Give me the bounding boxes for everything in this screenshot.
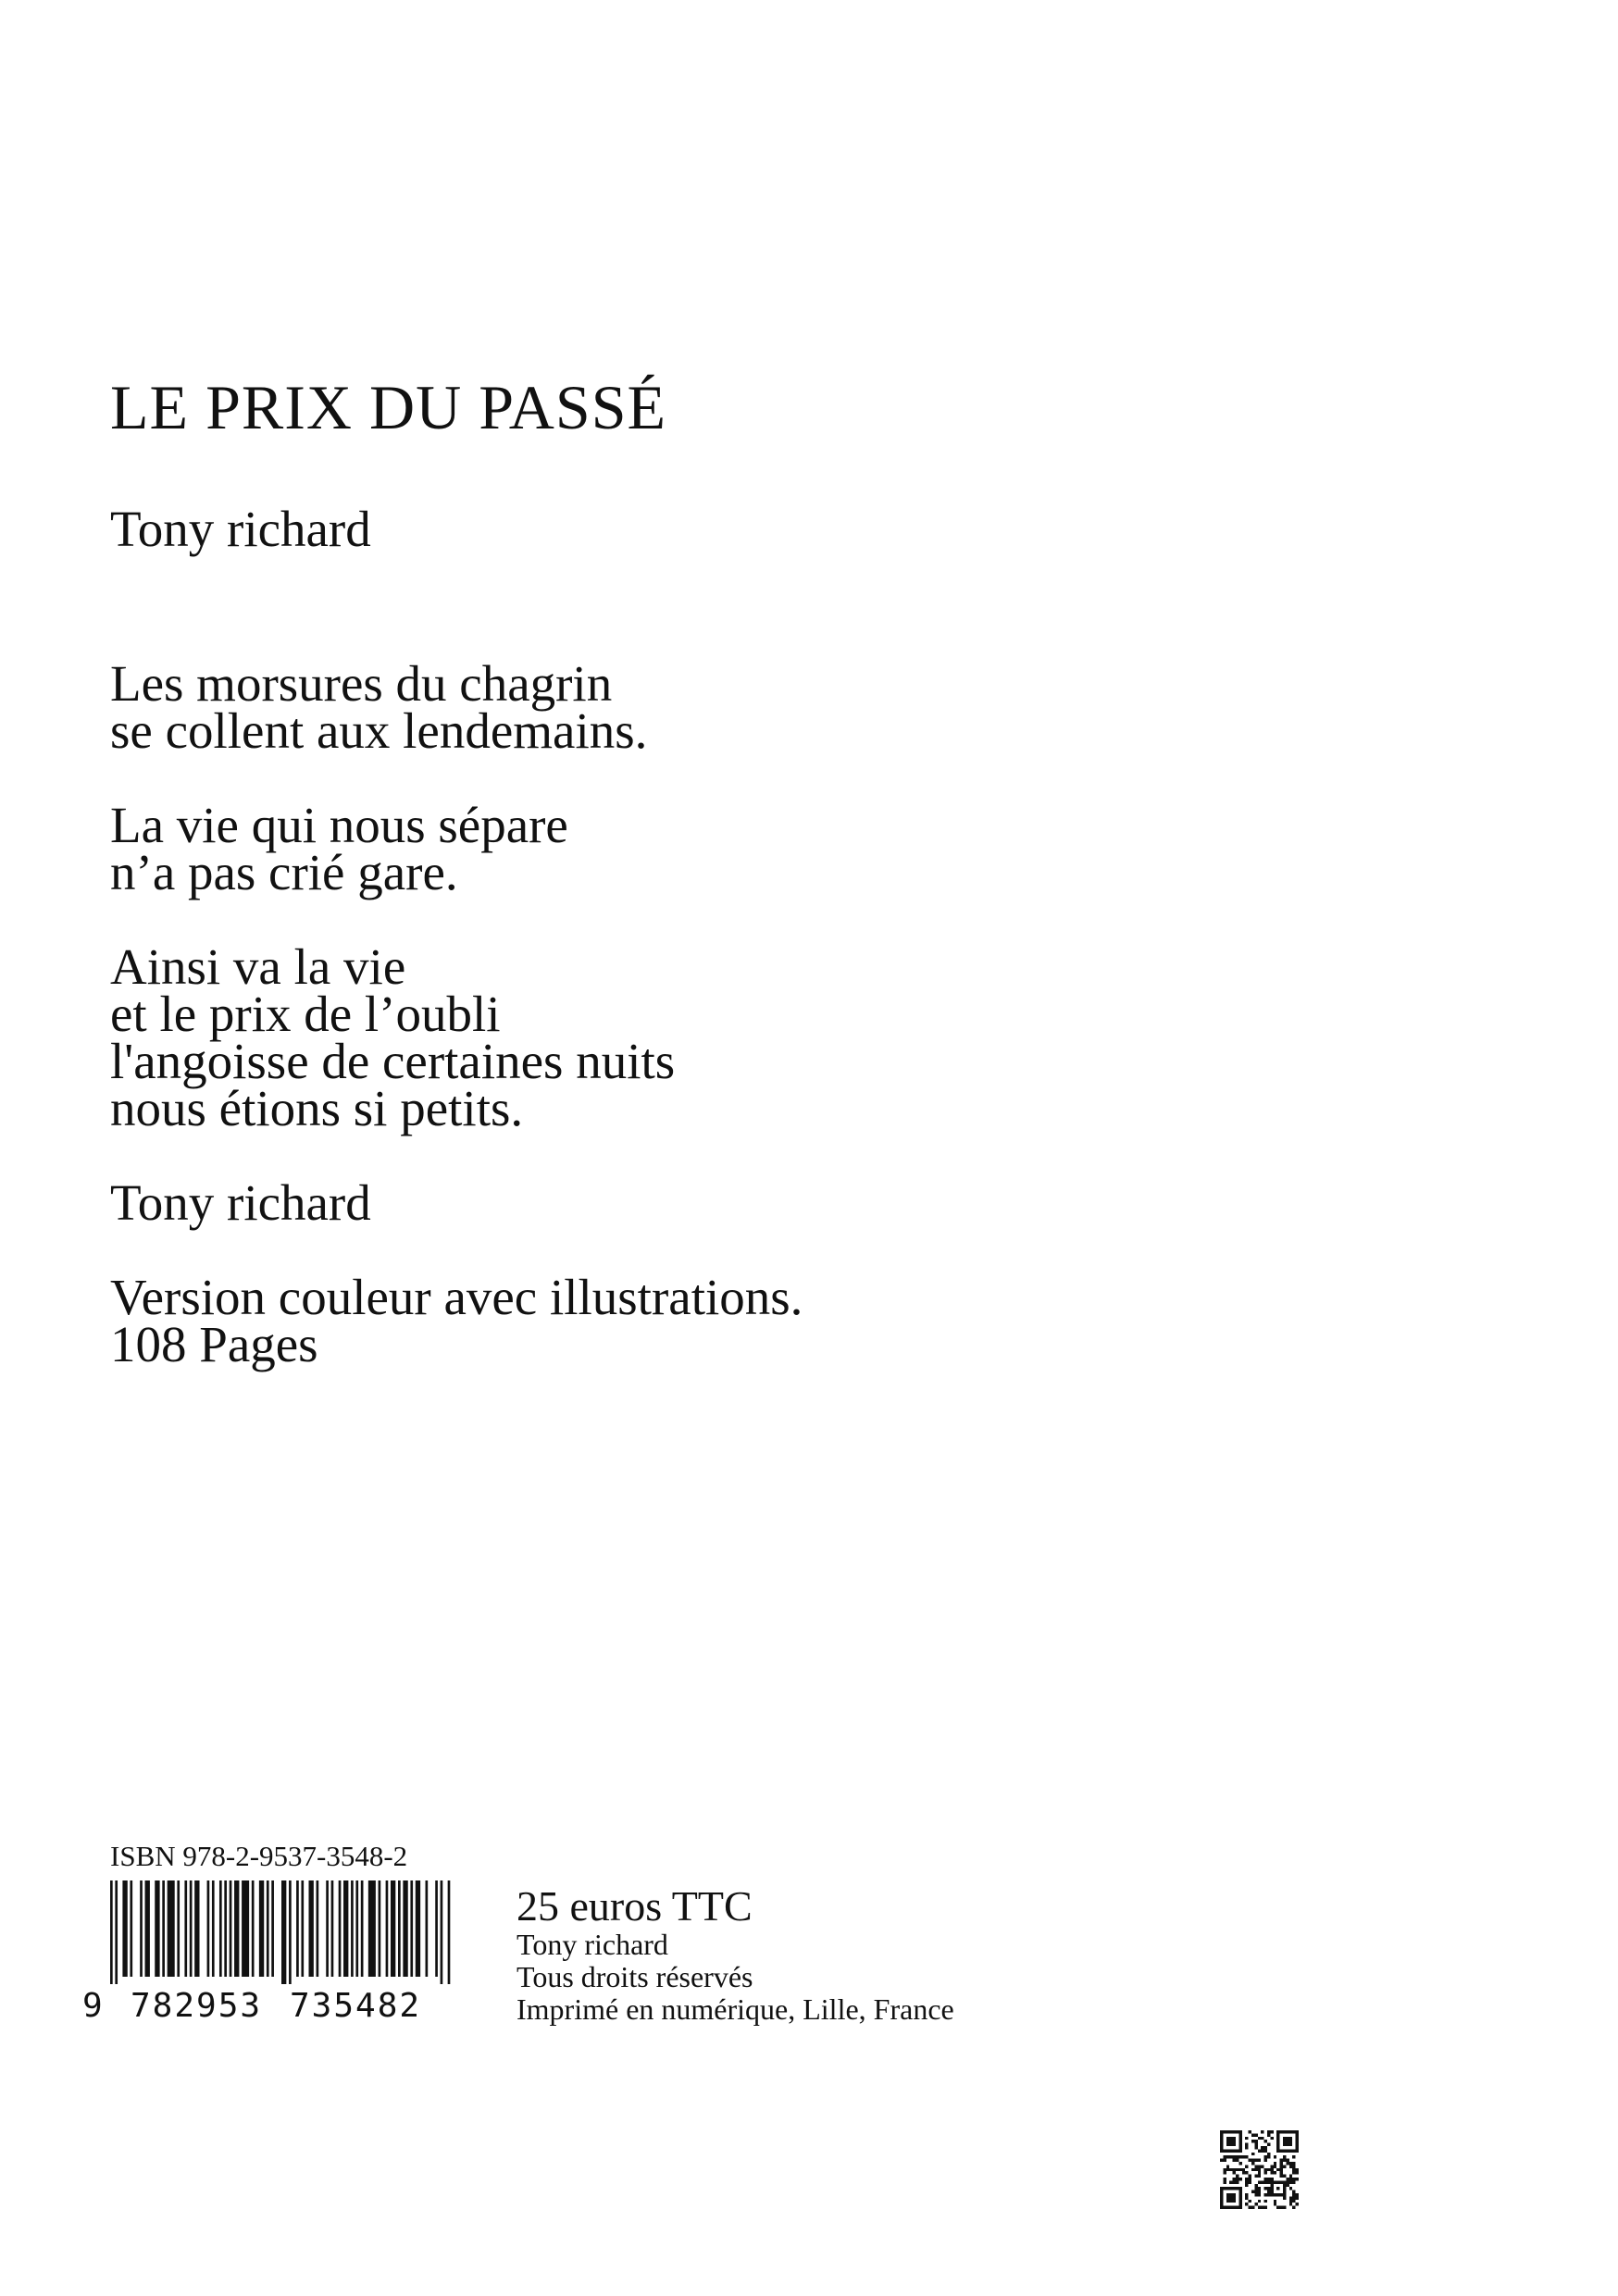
poem-line: se collent aux lendemains. xyxy=(110,702,648,759)
poem-line: Ainsi va la vie xyxy=(110,938,406,995)
book-title: LE PRIX DU PASSÉ xyxy=(110,372,667,442)
page-count: 108 Pages xyxy=(110,1316,318,1372)
poem-stanza xyxy=(110,797,803,900)
qr-code-icon xyxy=(1220,2130,1299,2209)
barcode-icon xyxy=(110,1880,453,1984)
poem-stanza xyxy=(110,655,803,759)
printing-notice: Imprimé en numérique, Lille, France xyxy=(517,1992,954,2026)
barcode-digit-right: 735482 xyxy=(290,1987,422,2025)
barcode-digit-left: 782953 xyxy=(131,1987,263,2025)
poem-stanza xyxy=(110,938,803,1136)
edition-description: Version couleur avec illustrations. xyxy=(110,1269,803,1325)
barcode-digit-prefix: 9 xyxy=(82,1987,103,2025)
poem-line: nous étions si petits. xyxy=(110,1080,524,1136)
legal-info xyxy=(517,1929,954,2026)
isbn-label: ISBN 978-2-9537-3548-2 xyxy=(110,1840,408,1872)
poem-line: n’a pas crié gare. xyxy=(110,844,458,900)
poem-line: et le prix de l’oubli xyxy=(110,986,501,1042)
edition-info xyxy=(110,1269,803,1372)
poem xyxy=(110,655,803,1372)
author-name: Tony richard xyxy=(110,501,371,557)
poem-line: Les morsures du chagrin xyxy=(110,655,613,712)
poem-line: La vie qui nous sépare xyxy=(110,797,568,853)
rights-notice: Tous droits réservés xyxy=(517,1960,753,1993)
publisher-name: Tony richard xyxy=(517,1928,668,1961)
poem-signature: Tony richard xyxy=(110,1174,371,1231)
price: 25 euros TTC xyxy=(517,1882,753,1930)
poem-line: l'angoisse de certaines nuits xyxy=(110,1033,676,1089)
barcode-digits xyxy=(82,1986,453,2029)
